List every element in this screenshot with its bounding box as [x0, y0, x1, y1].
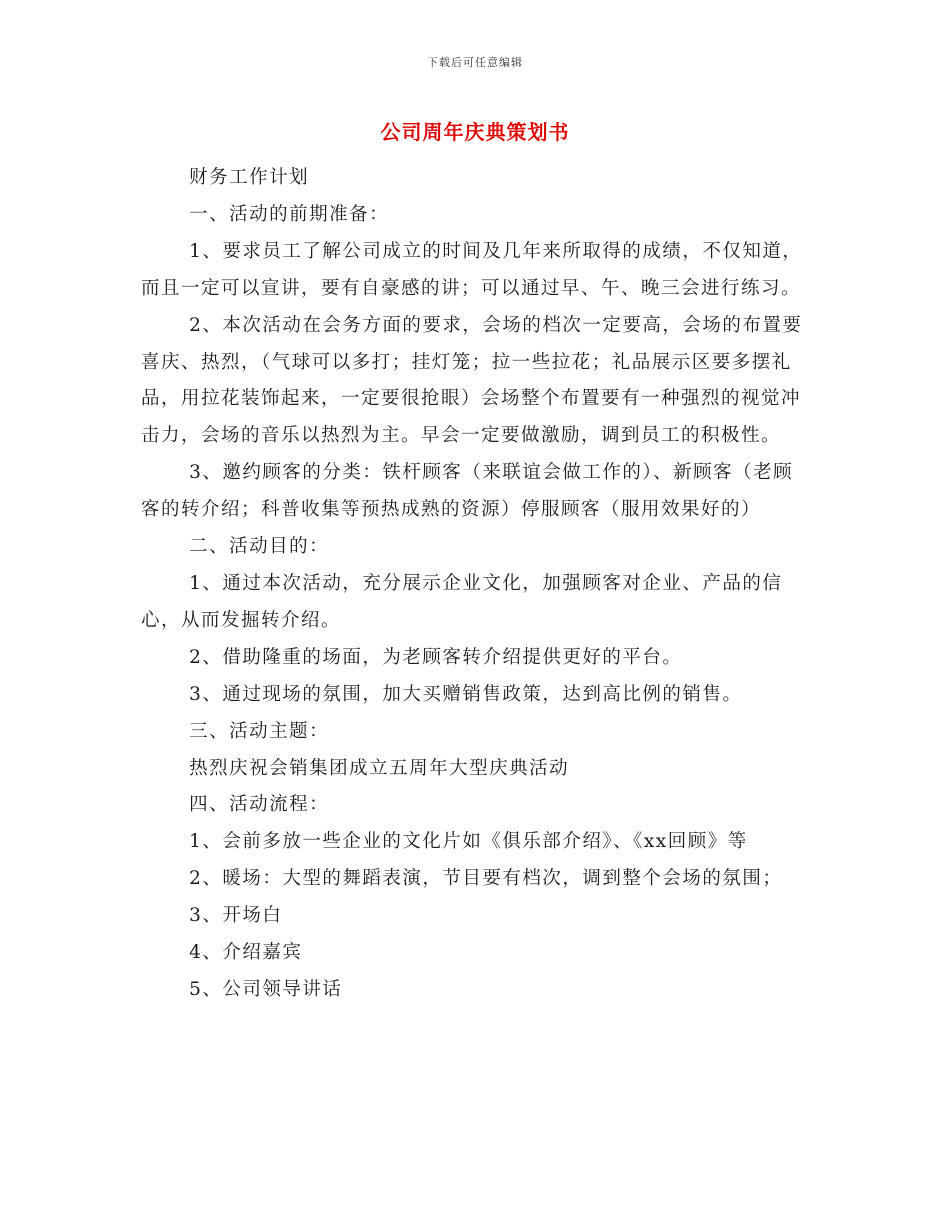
section-heading-finance: 财务工作计划	[189, 167, 310, 188]
paragraph-theme: 热烈庆祝会销集团成立五周年大型庆典活动	[189, 757, 570, 779]
section-heading-purpose: 二、活动目的：	[189, 536, 330, 558]
paragraph-process-4: 4、介绍嘉宾	[189, 942, 303, 964]
paragraph-process-2: 2、暖场：大型的舞蹈表演，节目要有档次，调到整个会场的氛围；	[189, 868, 783, 890]
paragraph-purpose-3: 3、通过现场的氛围，加大买赠销售政策，达到高比例的销售。	[189, 683, 743, 705]
paragraph-process-1: 1、会前多放一些企业的文化片如《俱乐部介绍》、《xx回顾》等	[189, 831, 748, 853]
document-title: 公司周年庆典策划书	[380, 120, 570, 144]
paragraph-purpose-1: 1、通过本次活动，充分展示企业文化，加强顾客对企业、产品的信心，从而发掘转介绍。	[141, 572, 783, 631]
paragraph-process-3: 3、开场白	[189, 905, 283, 927]
section-heading-theme: 三、活动主题：	[189, 720, 330, 742]
paragraph-process-5: 5、公司领导讲话	[189, 978, 343, 1000]
section-heading-process: 四、活动流程：	[189, 794, 330, 816]
paragraph-prep-1: 1、要求员工了解公司成立的时间及几年来所取得的成绩，不仅知道，而且一定可以宣讲，要有自豪感的讲；可以通过早、午、晚三会进行练习。	[141, 240, 803, 299]
section-heading-preparation: 一、活动的前期准备：	[189, 203, 390, 225]
paragraph-prep-3: 3、邀约顾客的分类：铁杆顾客（来联谊会做工作的）、新顾客（老顾客的转介绍；科普收集等预热成熟的资源）停服顾客（服用效果好的）	[141, 462, 794, 521]
page-header: 下载后可任意编辑	[427, 56, 523, 69]
paragraph-purpose-2: 2、借助隆重的场面，为老顾客转介绍提供更好的平台。	[189, 646, 683, 668]
paragraph-prep-2: 2、本次活动在会务方面的要求，会场的档次一定要高，会场的布置要喜庆、热烈，（气球可以多打；挂灯笼；拉一些拉花；礼品展示区要多摆礼品，用拉花装饰起来，一定要很抢眼）会场整个布置要有一种强烈的视觉冲击力，会场的音乐以热烈为主。早会一定要做激励，调到员工的积极性。	[141, 314, 803, 447]
document-body	[141, 160, 811, 1009]
